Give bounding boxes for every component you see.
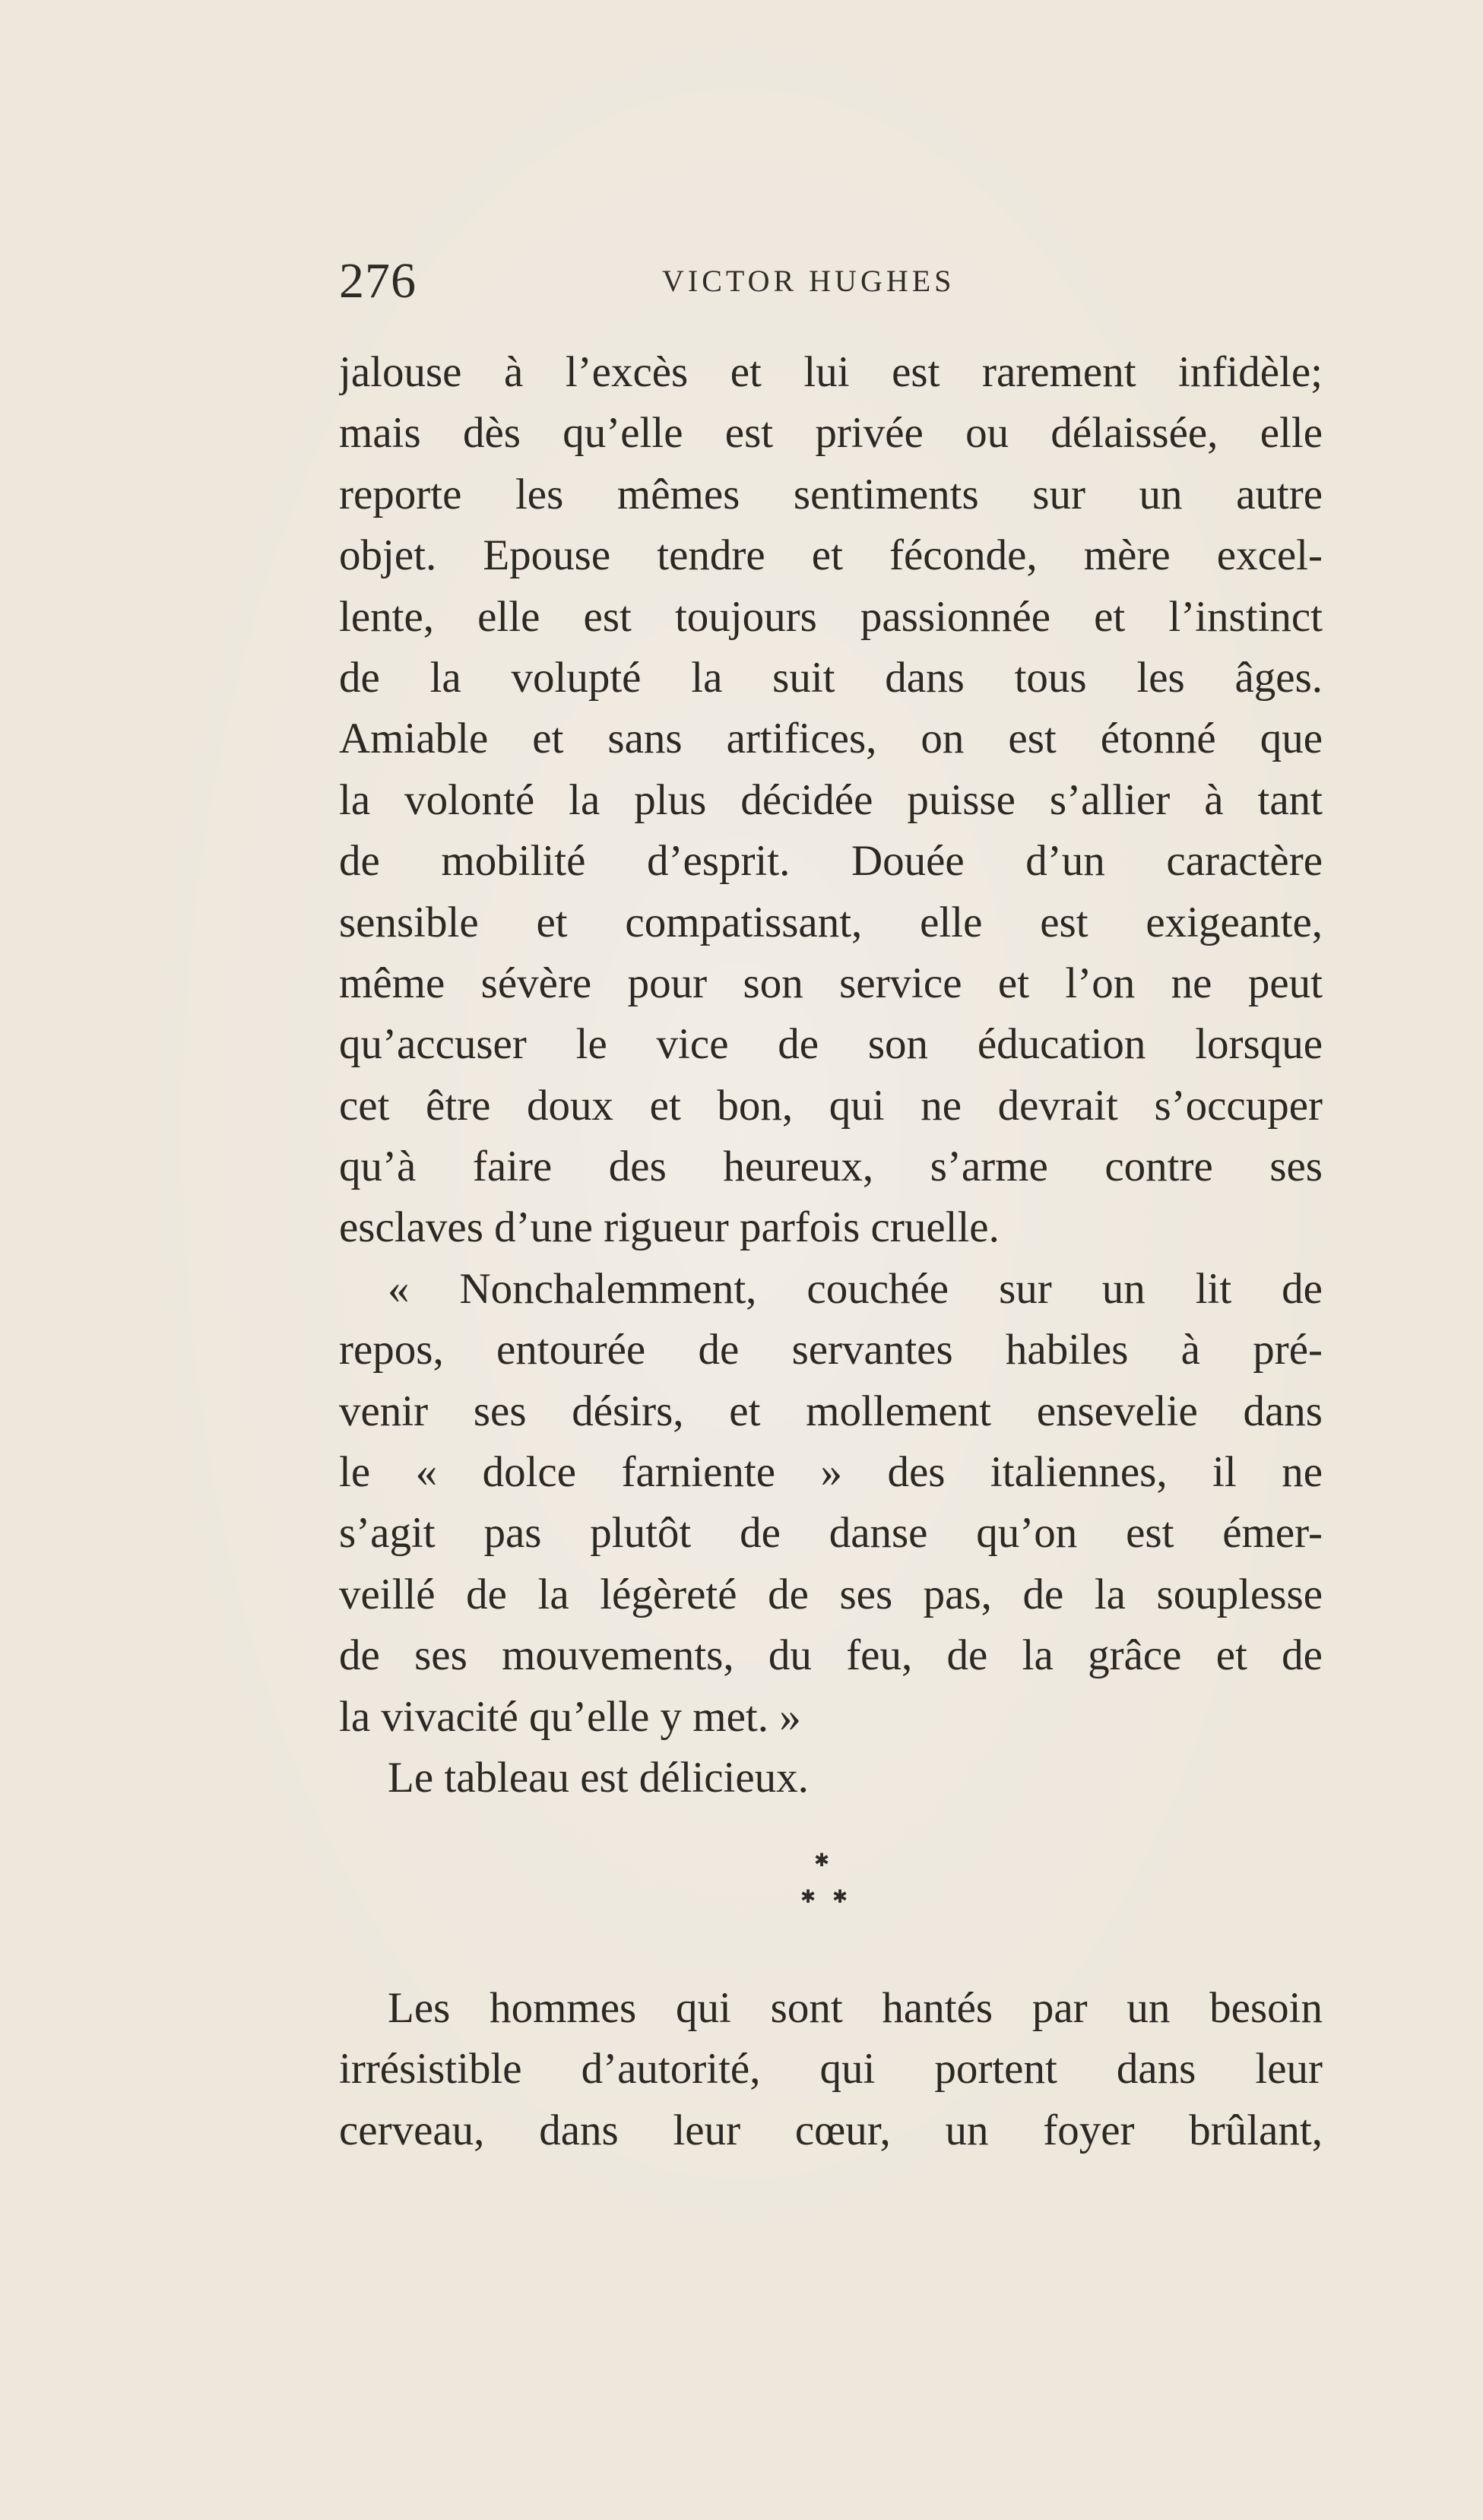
text-line: mais dès qu’elle est privée ou délaissée, elle [339,409,1323,458]
text-line: s’agit pas plutôt de danse qu’on est émer- [339,1509,1323,1558]
text-line: cet être doux et bon, qui ne devrait s’occuper [339,1081,1323,1130]
text-line: reporte les mêmes sentiments sur un autre [339,470,1323,518]
section-break-asterism [791,1852,852,1913]
body-text-continued [339,1978,1323,2161]
asterism-star-icon: ✱ [800,1888,816,1907]
text-line: de la volupté la suit dans tous les âges. [339,653,1323,702]
running-head: VICTOR HUGHES [662,264,955,298]
quote-end-line: la vivacité qu’elle y met. » [339,1692,801,1741]
text-line: qu’à faire des heureux, s’arme contre ses [339,1143,1323,1191]
text-line: qu’accuser le vice de son éducation lorsque [339,1020,1323,1069]
page-number: 276 [339,253,417,309]
text-line: repos, entourée de servantes habiles à pré- [339,1326,1323,1374]
page-header [339,251,1327,312]
text-line: Amiable et sans artifices, on est étonné que [339,715,1323,763]
asterism-star-icon: ✱ [832,1888,848,1907]
asterism-star-icon: ✱ [814,1851,830,1871]
text-line: même sévère pour son service et l’on ne peut [339,959,1323,1007]
body-text [339,342,1323,1808]
paragraph-start-line: Les hommes qui sont hantés par un besoin [388,1984,1323,2032]
text-line: la volonté la plus décidée puisse s’allier à tant [339,775,1323,824]
paragraph-end-line: esclaves d’une rigueur parfois cruelle. [339,1203,1000,1252]
text-line: de ses mouvements, du feu, de la grâce et de [339,1631,1323,1680]
text-line: sensible et compatissant, elle est exigeante, [339,898,1323,946]
text-line: veillé de la légèreté de ses pas, de la souplesse [339,1570,1323,1618]
text-line: irrésistible d’autorité, qui portent dans leur [339,2045,1323,2094]
text-line: lente, elle est toujours passionnée et l’instinct [339,592,1323,641]
short-paragraph-line: Le tableau est délicieux. [388,1753,809,1802]
text-line: objet. Epouse tendre et féconde, mère excel- [339,531,1323,580]
text-line: jalouse à l’excès et lui est rarement infidèle; [339,348,1323,396]
text-line: venir ses désirs, et mollement ensevelie dans [339,1387,1323,1435]
text-line: cerveau, dans leur cœur, un foyer brûlant, [339,2106,1323,2154]
text-line: de mobilité d’esprit. Douée d’un caractère [339,837,1323,886]
quote-start-line: « Nonchalemment, couchée sur un lit de [388,1264,1323,1313]
text-line: le « dolce farniente » des italiennes, il ne [339,1448,1323,1497]
